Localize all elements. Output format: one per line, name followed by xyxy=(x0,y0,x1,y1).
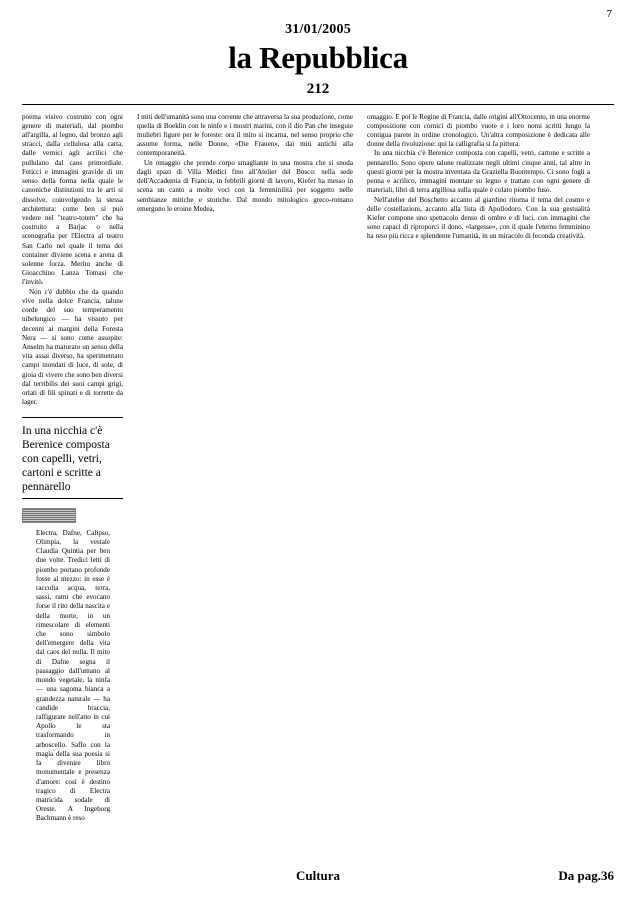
paragraph: Electra, Dafne, Calipso, Olimpia, la vestale Claudia Quintia per ben due volte. Tredici letti di piombo portano profonde fosse al mezzo: in esse è raccolta acqua, terra, sassi, rami che evocano forse il rito della nascita e della morte, in un rimescolare di elementi che sono simbolo dell'emergere della vita dal caos del nulla. Il mito di Dafne segna il passaggio dall'umano al mondo vegetale, la ninfa — una sagoma bianca a grandezza naturale — ha candide braccia, raffigurate nell'atto in cui Apollo le sta trasformando in arboscello. Saffo con la magia della sua poesia si fa divenire libro monumentale e presenza d'amore: così è destino tragico di Electra matricida sodale di Oreste. A Ingeborg Bachmann è reso xyxy=(36,528,110,823)
page-folio: 7 xyxy=(606,8,612,20)
paragraph: omaggio. E poi le Regine di Francia, dalle origini all'Ottocento, in una enorme composizione con cornici di piombo vuote e i loro nomi scritti lungo la contigua parete in ordine cronologico. Un'altra composizione è dedicata alle donne della rivoluzione: qui la calligrafia si fa pittura. xyxy=(367,112,590,149)
pull-quote: In una nicchia c'è Berenice composta con capelli, vetri, cartoni e scritte a pennarello xyxy=(22,417,123,499)
column-left xyxy=(22,113,130,853)
issue-number: 212 xyxy=(306,80,330,97)
paragraph: I miti dell'umanità sono una corrente che attraversa la sua produzione, come quella di Boeklin con le ninfe e i mostri marini, con il dio Pan che inseguie muliebri figure per le foreste: ora il mito si incarna, nel senso proprio che assume forma, nelle Donne, «Die Frauen», dai miti antichi alla contemporaneità. xyxy=(137,112,353,158)
page-footer xyxy=(22,868,614,884)
barcode-strip-graphic xyxy=(22,508,76,523)
footer-section: Cultura xyxy=(295,868,341,883)
column-center xyxy=(130,113,360,853)
masthead-divider xyxy=(22,104,614,105)
issue-date: 31/01/2005 xyxy=(285,22,351,37)
footer-continuation: Da pag.36 xyxy=(558,868,614,883)
masthead xyxy=(22,0,614,98)
paragraph: poema visivo costruito con ogni genere di materiali, dal piombo all'argilla, al legno, dal bronzo agli stracci, dalla cellulosa alla carta, dalle vernici agli acrilici che pullulano dal caos primordiale. Feticci e immagini gravide di un senso della forma nella quale le canoniche distinzioni tra le arti si dissolve, coinvolgendo la stessa architettura: come ben si può vedere nel "teatro-totem" che ha costruito a Barjac o nella scenografia per l'Electra al teatro San Carlo nel quale il tema dei container diviene scena e arena di solenne forza. Merito anche di Gioacchino Lanza Tomasi che l'invitò. xyxy=(22,112,123,287)
paragraph: Non c'è dubbio che da quando vive nella dolce Francia, talune corde del suo temperamento nibelungico — ha vissuto per decenni ai margini della Foresta Nera — si sono come assopite: Anselm ha maturato un senso della vita assai diverso, ha sperimentato campi inondati di luce, di sole, di gioia di vivere che sono ben diversi dal terribilis dei suoi campi grigi, orlati di fili spinati e di torrette da lager. xyxy=(22,287,123,407)
paragraph: In una nicchia c'è Berenice composta con capelli, vetri, cartone e scritte a pennarello. Sono opere talune realizzate negli ultimi cinque anni, tal altre in questi giorni per la mostra inventata da Graziella Buontempo. Ci sono fogli a penna e acrilico, immagini montate su legno e trattate con ogni genere di materiali, libri di terra argillosa sulla quale è colato piombo fuso. xyxy=(367,149,590,195)
paragraph: Un omaggio che prende corpo smagliante in una mostra che si snoda dagli spazi di Villa Medici fino all'Atelier del Bosco: nella sede dell'Accademia di Francia, in febbrili giorni di lavoro, Kiefer ha messo in scena un canto a molte voci con la femminilità per soggetto nelle sembianze mitiche e storiche. Dal mondo mitologico greco-romano emergono le eroine Medea, xyxy=(137,158,353,213)
paper-title: la Repubblica xyxy=(228,40,408,75)
article-columns xyxy=(22,113,614,853)
column-right xyxy=(360,113,590,853)
paragraph: Nell'atelier del Boschetto accanto al giardino ritorna il tema del cosmo e delle costellazioni, accanto alla lista di Apollodoro. Con la sua gestualità Kiefer compone uno spettacolo denso di ombre e di luci, con immagini che sono capaci di riproporci il dono, «largesse», con il quale l'eterno femminino ha reso più ricca e splendente l'umanità, in un miracolo di feconda creatività. xyxy=(367,195,590,241)
column-left-narrow-block xyxy=(36,529,110,824)
